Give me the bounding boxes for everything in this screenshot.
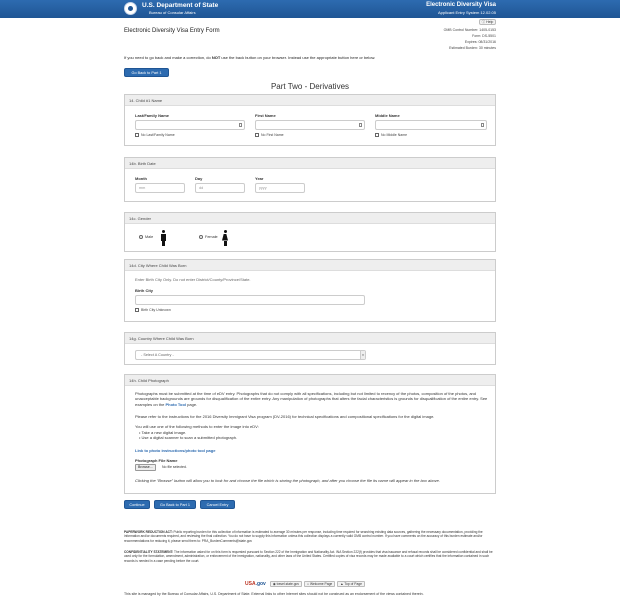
month-input[interactable]: mm <box>135 183 185 193</box>
photo-spec-text: Please refer to the instructions for the 2016 Diversity Immigrant Visa program (DV-2016) for technical specifications and compositional specifications for the digital image. <box>135 414 435 419</box>
confidentiality-statement: CONFIDENTIALITY STATEMENT: The information asked for on this form is requested pursuant to Section 222 of the Immigration and Nationality Act. INA Section 222(f) provides that visa issuance and refusal records shall be considered confidential and shall be used only for the formulation, amendment, administration, or enforcement of the immigration, nationality, and other laws of the United States. Certified copies of visa records may be made available to a court which certifies that the information contained in such records is needed in a case pending before the court. <box>124 550 493 563</box>
photo-instructions-link[interactable]: Link to photo instructions/photo tool page <box>135 448 216 453</box>
month-label: Month <box>135 176 147 181</box>
part-title: Part Two - Derivatives <box>270 82 350 91</box>
globe-icon: ◉ <box>272 582 276 586</box>
app-title: Electronic Diversity Visa <box>426 2 496 8</box>
keypad-icon <box>359 123 362 127</box>
day-input[interactable]: dd <box>195 183 245 193</box>
back-notice: If you need to go back and make a correction, do NOT use the back button on your browser. Instead use the appropriate button here or below. <box>124 55 376 60</box>
no-first-name-checkbox[interactable]: No First Name <box>255 133 284 137</box>
birth-city-instruction: Enter Birth City Only. Do not enter District/County/Province/State. <box>135 277 251 282</box>
go-back-part1-button[interactable]: Go Back to Part 1 <box>154 500 196 509</box>
travel-state-gov-link[interactable]: ◉ travel.state.gov <box>270 581 302 587</box>
expires: Expires: 08/31/2016 <box>464 40 496 44</box>
estimated-burden: Estimated Burden: 30 minutes <box>449 46 496 50</box>
birth-country-header: 14g. Country Where Child Was Born <box>125 333 495 344</box>
birth-city-input[interactable] <box>135 295 365 305</box>
photo-section <box>124 374 496 494</box>
photo-tool-link[interactable]: Photo Tool <box>165 401 187 407</box>
home-icon: ⌂ <box>307 582 310 586</box>
first-name-input[interactable] <box>255 120 365 130</box>
child-name-section <box>124 94 496 146</box>
managed-by-text: This site is managed by the Bureau of Consular Affairs, U.S. Department of State. External links to other Internet sites should not be construed as an endorsement of the views contained therein. <box>124 592 424 596</box>
browse-button[interactable]: Browse... <box>135 464 156 471</box>
year-input[interactable]: yyyy <box>255 183 305 193</box>
usa-gov-logo[interactable]: USA.gov <box>245 581 266 587</box>
help-button[interactable]: ⓘ Help <box>479 19 496 25</box>
page-title: Electronic Diversity Visa Entry Form <box>124 28 220 34</box>
continue-button[interactable]: Continue <box>124 500 150 509</box>
birth-country-section <box>124 332 496 365</box>
arrow-up-icon: ▲ <box>340 582 344 586</box>
birth-country-select[interactable]: - Select A Country - ▾ <box>135 350 366 360</box>
photo-header: 14h. Child Photograph <box>125 375 495 386</box>
gender-female-radio[interactable]: Female <box>199 235 218 239</box>
female-person-icon <box>222 230 228 246</box>
chevron-down-icon: ▾ <box>360 351 365 359</box>
first-name-label: First Name <box>255 113 276 118</box>
top-of-page-link[interactable]: ▲ Top of Page <box>337 581 365 587</box>
middle-name-label: Middle Name <box>375 113 400 118</box>
birth-city-label: Birth City <box>135 288 153 293</box>
last-name-label: Last/Family Name <box>135 113 170 118</box>
photo-method-2: • Use a digital scanner to scan a submitted photograph. <box>139 435 238 440</box>
file-status: No file selected. <box>162 465 187 469</box>
cancel-entry-button[interactable]: Cancel Entry <box>200 500 235 509</box>
form-metadata <box>444 27 496 51</box>
birth-date-header: 14b. Birth Date <box>125 158 495 169</box>
day-label: Day <box>195 176 203 181</box>
photo-method-1: • Take a new digital image. <box>139 430 187 435</box>
male-person-icon <box>160 230 166 246</box>
photo-methods-text: You will use one of the following methods to enter the image into eDV: <box>135 424 259 429</box>
birth-city-header: 14d. City Where Child Was Born <box>125 260 495 271</box>
browse-note: Clicking the "Browse" button will allow you to look for and choose the file which is storing the photograph, and after you choose the file its name will appear in the box above. <box>135 478 441 483</box>
gender-section <box>124 212 496 252</box>
app-subtitle: Applicant Entry System 12.02.05 <box>437 10 496 15</box>
keypad-icon <box>481 123 484 127</box>
welcome-page-link[interactable]: ⌂ Welcome Page <box>304 581 335 587</box>
gender-male-radio[interactable]: Male <box>139 235 153 239</box>
paperwork-reduction-act: PAPERWORK REDUCTION ACT: Public reporting burden for this collection of information is estimated to average 30 minutes per response, including time required for searching existing data sources, gathering the necessary documentation, providing the information and/or documents required, and reviewing the final collection. You do not have to supply this information unless this collection displays a currently valid OMB control number. If you have comments on the accuracy of this burden estimate and/or recommendations for reducing it, please send them to: PRA_BurdenComments@state.gov <box>124 530 483 543</box>
form-number: Form: DS-5501 <box>472 34 496 38</box>
state-department-seal-icon <box>124 2 137 15</box>
footer-links <box>245 581 365 587</box>
child-name-header: 14. Child #1 Name <box>125 95 495 106</box>
birth-city-unknown-checkbox[interactable]: Birth City Unknown <box>135 308 171 312</box>
keypad-icon <box>239 123 242 127</box>
photo-file-label: Photograph File Name <box>135 458 178 463</box>
go-back-part1-top-button[interactable]: Go Back to Part 1 <box>124 68 169 77</box>
year-label: Year <box>255 176 264 181</box>
birth-city-section <box>124 259 496 322</box>
no-last-name-checkbox[interactable]: No Last/Family Name <box>135 133 175 137</box>
department-name: U.S. Department of State <box>142 2 219 9</box>
omb-control: OMB Control Number: 1405-0153 <box>443 28 496 32</box>
photo-requirements-text: Photographs must be submitted at the time of eDV entry. Photographs that do not comply with all specifications, including but not limited to recency of the photos, composition of the photos, and unacceptable backgrounds are grounds for disqualification of the entire entry. Any manipulation of photographs that alters the facial characteristics is grounds for disqualification of the entire entry. See examples on the Photo Tool page. <box>135 391 488 407</box>
header-bar <box>0 0 620 18</box>
no-middle-name-checkbox[interactable]: No Middle Name <box>375 133 407 137</box>
last-name-input[interactable] <box>135 120 245 130</box>
gender-header: 14c. Gender <box>125 213 495 224</box>
birth-date-section <box>124 157 496 202</box>
middle-name-input[interactable] <box>375 120 487 130</box>
bureau-name: Bureau of Consular Affairs <box>149 10 196 15</box>
help-icon: ⓘ <box>481 20 486 24</box>
